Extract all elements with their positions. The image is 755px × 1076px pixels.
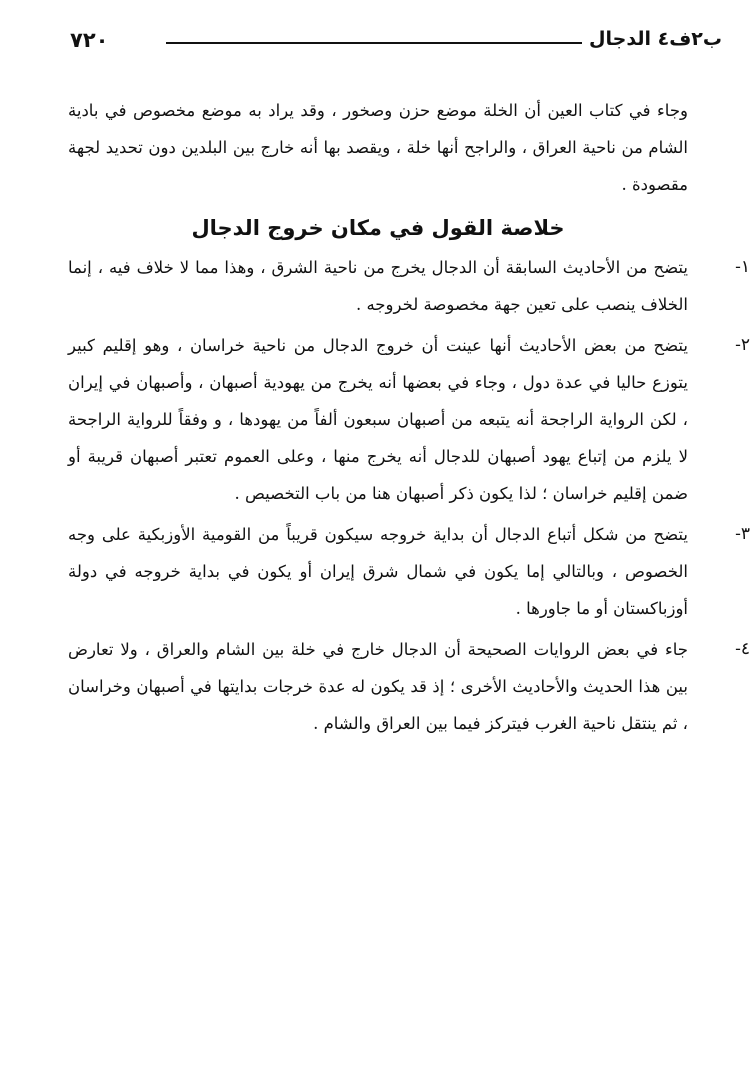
- list-item: [68, 327, 755, 512]
- page-header: [70, 28, 722, 58]
- item-number: ٢-: [735, 335, 750, 355]
- list-item: [68, 249, 755, 323]
- header-rule: [166, 42, 582, 44]
- item-number: ٣-: [735, 524, 750, 544]
- item-number: ٤-: [735, 639, 750, 659]
- item-text: يتضح من بعض الأحاديث أنها عينت أن خروج الدجال من ناحية خراسان ، وهو إقليم كبير يتوزع حاليا في عدة دول ، وجاء في بعضها أنه يخرج من يهودية أصبهان ، وأصبهان في إيران ، لكن الرواية الراجحة أنه يتبعه من أصبهان سبعون ألفاً من يهودها ، و وفقاً للرواية الراجحة لا يلزم من إتباع يهود أصبهان للدجال أنه يخرج منها ، وعلى العموم تعتبر أصبهان قريبة أو ضمن إقليم خراسان ؛ لذا يكون ذكر أصبهان هنا من باب التخصيص .: [68, 336, 688, 503]
- list-item: [68, 516, 755, 627]
- item-text: يتضح من شكل أتباع الدجال أن بداية خروجه سيكون قريباً من القومية الأوزبكية على وجه الخصوص ، وبالتالي إما يكون في شمال شرق إيران أو يكون في بداية خروجه في دولة أوزباكستان أو ما جاورها .: [68, 525, 688, 618]
- running-head: ب٢ف٤ الدجال: [589, 28, 722, 50]
- section-title: خلاصة القول في مكان خروج الدجال: [191, 216, 565, 240]
- page-number: ٧٢٠: [70, 28, 109, 52]
- item-text: جاء في بعض الروايات الصحيحة أن الدجال خارج في خلة بين الشام والعراق ، ولا تعارض بين هذا الحديث والأحاديث الأخرى ؛ إذ قد يكون له عدة خرجات بدايتها في أصبهان وخراسان ، ثم ينتقل ناحية الغرب فيتركز فيما بين العراق والشام .: [68, 640, 688, 733]
- intro-paragraph: وجاء في كتاب العين أن الخلة موضع حزن وصخور ، وقد يراد به موضع مخصوص في بادية الشام من ناحية العراق ، والراجح أنها خلة ، ويقصد بها أنه خارج بين البلدين دون تحديد لجهة مقصودة .: [68, 101, 688, 194]
- list-item: [68, 631, 755, 742]
- item-text: يتضح من الأحاديث السابقة أن الدجال يخرج من ناحية الشرق ، وهذا مما لا خلاف فيه ، إنما الخلاف ينصب على تعين جهة مخصوصة لخروجه .: [68, 258, 688, 314]
- item-number: ١-: [735, 257, 750, 277]
- page-content: [68, 92, 750, 742]
